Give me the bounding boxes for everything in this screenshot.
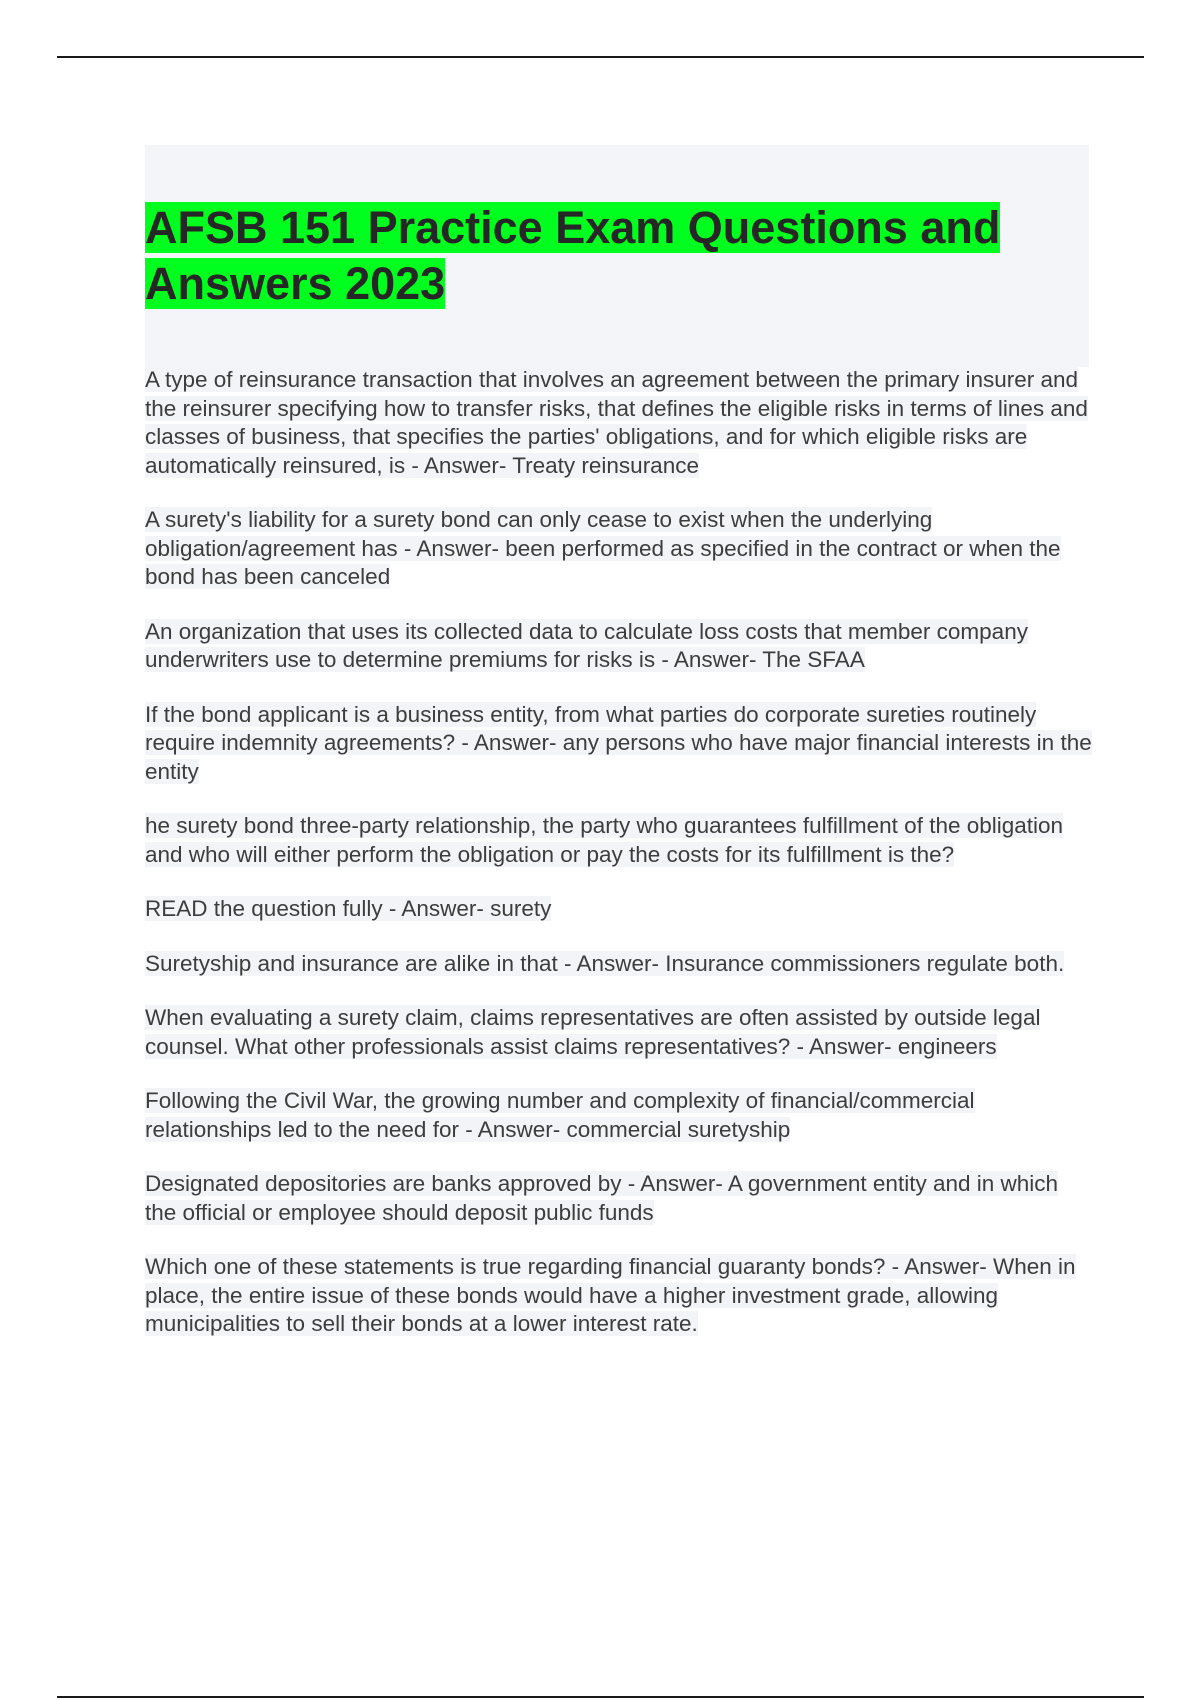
qa-item-text: he surety bond three-party relationship, the party who guarantees fulfillment of the obligation and who will either perform the obligation or pay the costs for its fulfillment is the? bbox=[145, 813, 1064, 867]
qa-item bbox=[145, 618, 1095, 675]
header-rule bbox=[57, 56, 1144, 58]
qa-item bbox=[145, 1004, 1095, 1061]
qa-item-text: READ the question fully - Answer- surety bbox=[145, 896, 552, 921]
qa-item bbox=[145, 895, 1095, 924]
qa-item-text: Following the Civil War, the growing number and complexity of financial/commercial relationships led to the need for - Answer- commercial suretyship bbox=[145, 1088, 975, 1142]
qa-item-text: Suretyship and insurance are alike in that - Answer- Insurance commissioners regulate both. bbox=[145, 950, 1065, 976]
qa-item-text: Which one of these statements is true regarding financial guaranty bonds? - Answer- When in place, the entire issue of these bonds would have a higher investment grade, allowing municipalities to sell their bonds at a lower interest rate. bbox=[145, 1254, 1076, 1336]
qa-list bbox=[145, 366, 1095, 1365]
qa-item bbox=[145, 1087, 1095, 1144]
footer-rule bbox=[57, 1696, 1144, 1698]
qa-item-text: When evaluating a surety claim, claims representatives are often assisted by outside legal counsel. What other professionals assist claims representatives? - Answer- engineers bbox=[145, 1005, 1041, 1059]
document-title-text: AFSB 151 Practice Exam Questions and Answers 2023 bbox=[145, 202, 1001, 309]
qa-item-text: A type of reinsurance transaction that involves an agreement between the primary insurer and the reinsurer specifying how to transfer risks, that defines the eligible risks in terms of lines and classes of business, that specifies the parties' obligations, and for which eligible risks are automatically reinsured, is - Answer- Treaty reinsurance bbox=[145, 367, 1088, 478]
document-title bbox=[145, 200, 1089, 312]
qa-item bbox=[145, 366, 1095, 480]
qa-item-text: An organization that uses its collected data to calculate loss costs that member company underwriters use to determine premiums for risks is - Answer- The SFAA bbox=[145, 618, 1028, 672]
qa-item bbox=[145, 1170, 1095, 1227]
title-block bbox=[145, 145, 1089, 367]
qa-item bbox=[145, 812, 1095, 869]
qa-item-text: A surety's liability for a surety bond can only cease to exist when the underlying obligation/agreement has - Answer- been performed as specified in the contract or when the bond has been canceled bbox=[145, 507, 1061, 589]
qa-item-text: Designated depositories are banks approved by - Answer- A government entity and in which the official or employee should deposit public funds bbox=[145, 1171, 1059, 1225]
qa-item bbox=[145, 506, 1095, 592]
qa-item bbox=[145, 1253, 1095, 1339]
qa-item-text: If the bond applicant is a business entity, from what parties do corporate sureties routinely require indemnity agreements? - Answer- any persons who have major financial interests in the entity bbox=[145, 701, 1092, 784]
qa-item bbox=[145, 950, 1095, 979]
qa-item bbox=[145, 701, 1095, 787]
